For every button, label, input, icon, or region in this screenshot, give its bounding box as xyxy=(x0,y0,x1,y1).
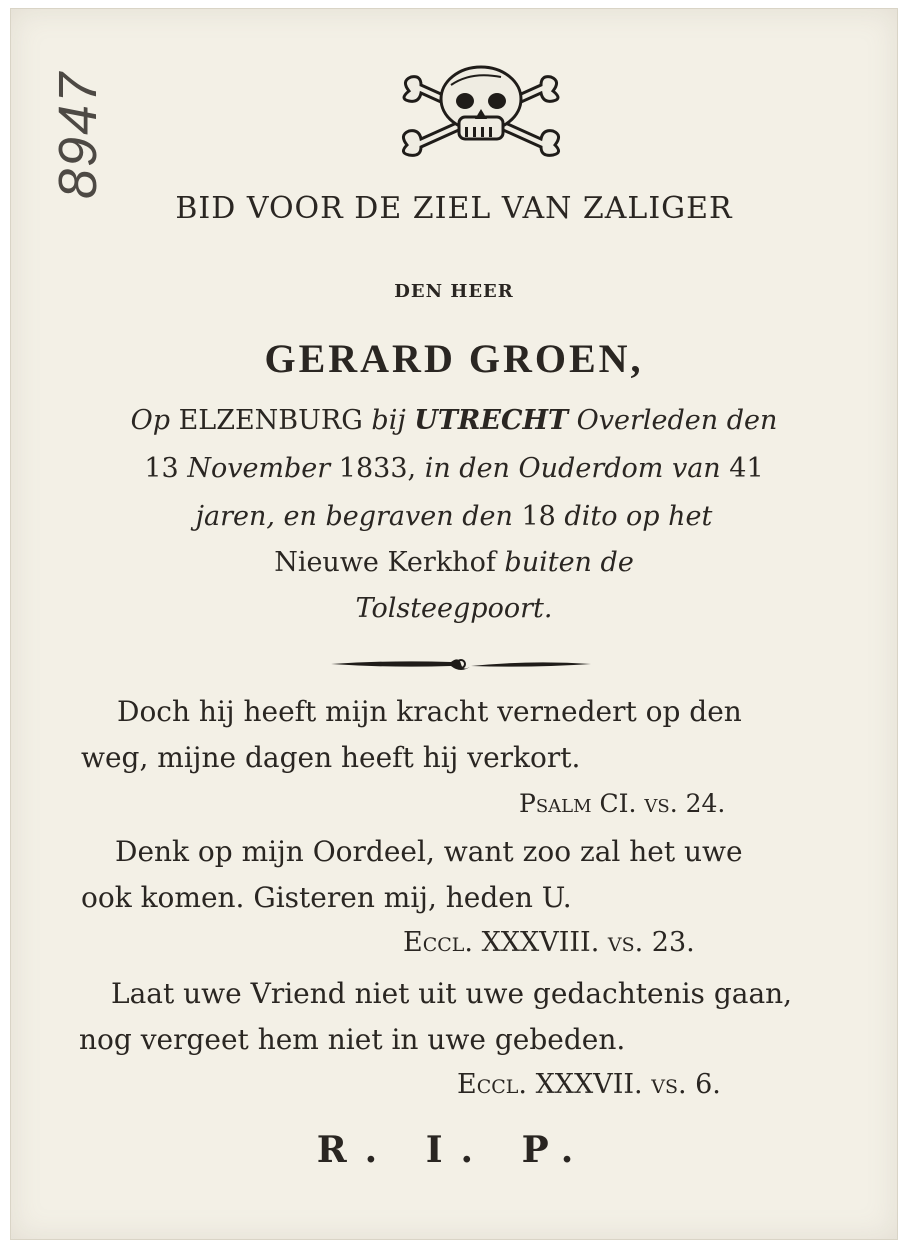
detail-line-5: Tolsteegpoort. xyxy=(355,593,553,624)
detail-text: UTRECHT xyxy=(414,405,569,436)
detail-text: Nieuwe Kerkhof xyxy=(274,547,496,578)
detail-text: ELZENBURG xyxy=(178,405,363,436)
detail-line-2 xyxy=(11,453,897,484)
verse-1-line-2: weg, mijne dagen heeft hij verkort. xyxy=(81,741,581,774)
detail-text: 18 xyxy=(521,501,556,532)
verse-2-line-2: ook komen. Gisteren mij, heden U. xyxy=(81,881,572,914)
verse-1-line-1: Doch hij heeft mijn kracht vernedert op den xyxy=(117,695,742,728)
detail-text: dito op het xyxy=(564,501,713,532)
detail-line-1 xyxy=(11,405,897,436)
deceased-name: GERARD GROEN, xyxy=(264,336,644,381)
detail-text: Overleden den xyxy=(576,405,778,436)
detail-text: 1833, xyxy=(338,453,417,484)
detail-text: Op xyxy=(130,405,170,436)
verse-3-line-2: nog vergeet hem niet in uwe gebeden. xyxy=(79,1023,626,1056)
detail-text: in den Ouderdom van xyxy=(424,453,721,484)
detail-line-4 xyxy=(11,547,897,578)
prayer-heading: BID VOOR DE ZIEL VAN ZALIGER xyxy=(175,191,733,226)
honorific: DEN HEER xyxy=(394,281,514,302)
verse-2-line-1: Denk op mijn Oordeel, want zoo zal het uwe xyxy=(115,835,743,868)
verse-2-citation: Eccl. XXXVIII. vs. 23. xyxy=(403,927,695,958)
detail-line-3 xyxy=(11,501,897,532)
verse-3-line-1: Laat uwe Vriend niet uit uwe gedachtenis gaan, xyxy=(111,977,793,1010)
detail-text: jaren, en begraven den xyxy=(195,501,513,532)
detail-text: 41 xyxy=(729,453,764,484)
ornamental-divider xyxy=(331,649,591,679)
detail-text: bij xyxy=(371,405,406,436)
detail-text: 13 xyxy=(144,453,179,484)
memorial-card xyxy=(10,8,898,1240)
verse-3-citation: Eccl. XXXVII. vs. 6. xyxy=(457,1069,721,1100)
detail-text: November xyxy=(187,453,331,484)
archive-number-stamp: 8947 xyxy=(48,70,108,199)
detail-text: buiten de xyxy=(504,547,634,578)
rip-closing: R. I. P. xyxy=(316,1129,592,1171)
skull-and-crossbones-icon xyxy=(391,61,571,159)
verse-1-citation: Psalm CI. vs. 24. xyxy=(519,789,726,818)
